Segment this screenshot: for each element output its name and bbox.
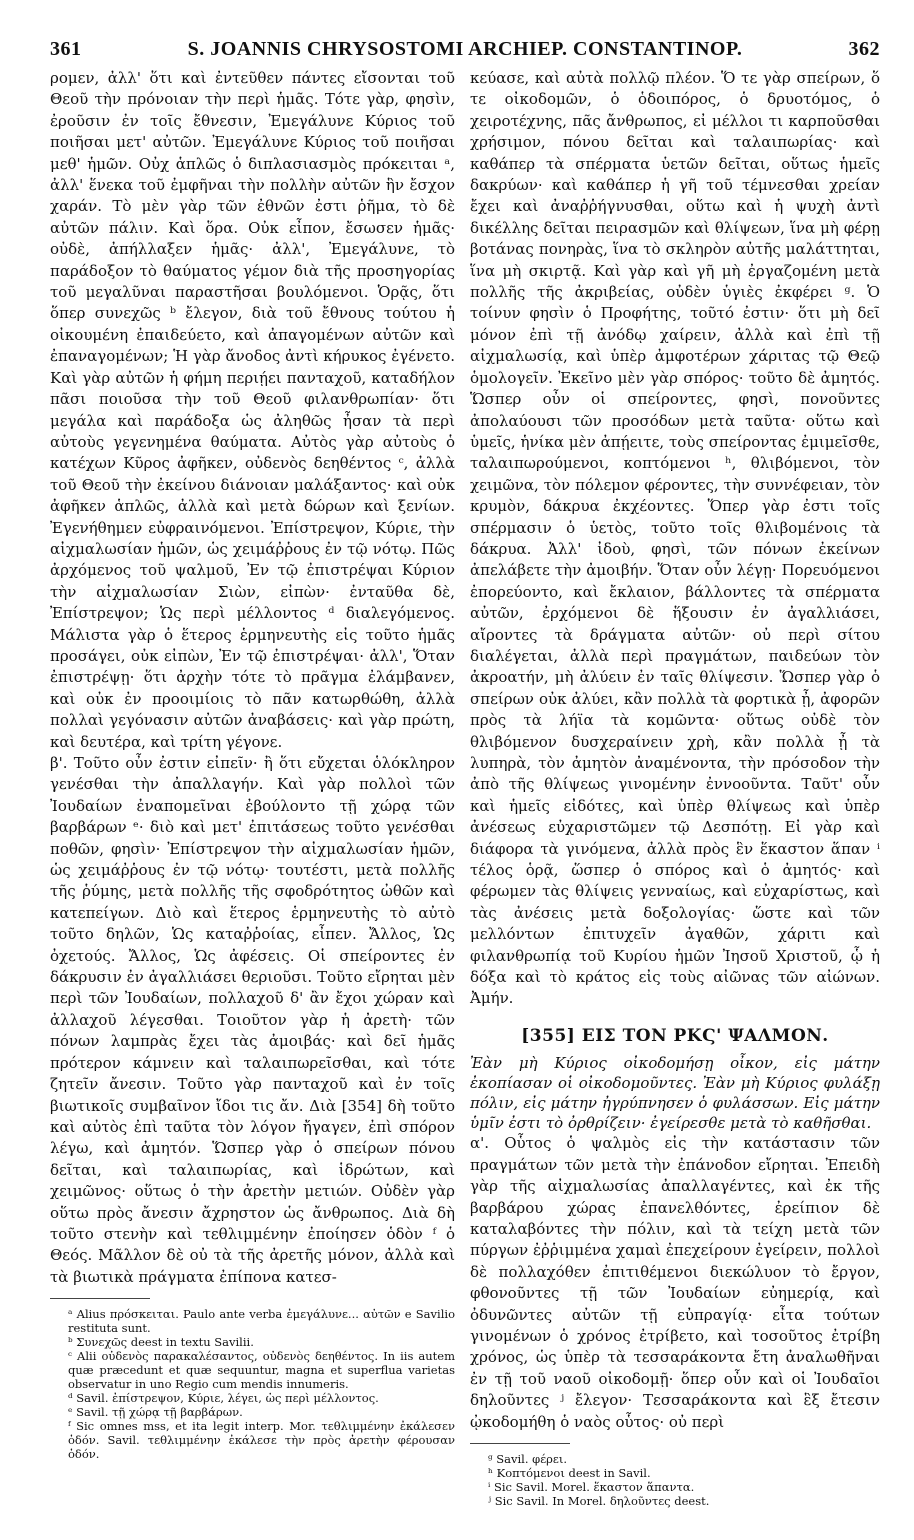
right-column [470,68,880,1508]
footnote-g: ᵍ Savil. φέρει. [488,1451,568,1466]
left-column [50,68,455,1461]
footnote-f: ᶠ Sic omnes mss, et ita legit interp. Mor. τεθλιμμένην ἐκάλεσεν ὁδόν. Savil. τεθλιμμένην ἐκάλεσε τὴν πρὸς ἀρετὴν φέρουσαν ὁδόν. [68,1419,455,1462]
page-number-right: 362 [848,38,880,60]
footnote-d: ᵈ Savil. ἐπίστρεψον, Κύριε, λέγει, ὡς περὶ μέλλοντος. [68,1391,379,1406]
running-header [50,38,880,62]
footnote-i: ⁱ Sic Savil. Morel. ἕκαστον ἅπαντα. [488,1479,695,1494]
psalm-verse: Ἐὰν μὴ Κύριος οἰκοδομήσῃ οἶκον, εἰς μάτην ἐκοπίασαν οἱ οἰκοδομοῦντες. Ἐὰν μὴ Κύριος φυλάξῃ πόλιν, εἰς μάτην ἠγρύπνησεν ὁ φυλάσσων. Εἰς μάτην ὑμῖν ἐστι τὸ ὀρθρίζειν· ἐγείρεσθε μετὰ τὸ καθῆσθαι. [470,1054,880,1133]
footnote-h: ʰ Κοπτόμενοι deest in Savil. [488,1465,651,1480]
footnote-rule [50,1298,150,1299]
footnote-j: ʲ Sic Savil. In Morel. δηλοῦντες deest. [488,1493,710,1508]
footnote-a: ᵃ Alius πρόσκειται. Paulo ante verba ἐμεγάλυνε... αὐτῶν e Savilio restituta sunt. [68,1307,455,1336]
footnote-b: ᵇ Συνεχῶς deest in textu Savilii. [68,1335,254,1350]
footnote-c: ᶜ Alii οὐδενὸς παρακαλέσαντος, οὐδενὸς δεηθέντος. In iis autem quæ præcedunt et quæ sequuntur, magna et superflua varietas observatur in uno Regio cum mendis innumeris. [68,1349,455,1392]
footnote-rule [470,1443,570,1444]
running-title: S. JOANNIS CHRYSOSTOMI ARCHIEP. CONSTANTINOP. [187,38,743,60]
page-number-left: 361 [50,38,82,60]
psalm-heading: [355] ΕΙΣ ΤΟΝ ΡΚϚ' ΨΑΛΜΟΝ. [521,1025,829,1046]
left-paragraph-2: β'. Τοῦτο οὖν ἐστιν εἰπεῖν· ἢ ὅτι εὔχεται ὁλόκληρον γενέσθαι τὴν ἀπαλλαγήν. Καὶ γὰρ πολλοὶ τῶν Ἰουδαίων ἐναπομεῖναι ἐβούλοντο τῇ χώρᾳ τῶν βαρβάρων ᵉ· διὸ καὶ μετ' ἐπιτάσεως τοῦτο γενέσθαι ποθῶν, φησὶν· Ἐπίστρεψον τὴν αἰχμαλωσίαν ἡμῶν, ὡς χειμάῤῥους ἐν τῷ νότῳ· τουτέστι, μετὰ πολλῆς τῆς ῥύμης, μετὰ πολλῆς τῆς σφοδρότητος ὠθῶν καὶ κατεπείγων. Διὸ καὶ ἕτερος ἑρμηνευτὴς τὸ αὐτὸ τοῦτο δηλῶν, Ὡς καταῤῥοίας, εἶπεν. Ἄλλος, Ὡς ὀχετούς. Ἄλλος, Ὡς ἀφέσεις. Οἱ σπείροντες ἐν δάκρυσιν ἐν ἀγαλλιάσει θεριοῦσι. Τοῦτο εἴρηται μὲν περὶ τῶν Ἰουδαίων, πολλαχοῦ δ' ἂν ἔχοι χώραν καὶ ἀλλαχοῦ λέγεσθαι. Τοιοῦτον γὰρ ἡ ἀρετὴ· τῶν πόνων λαμπρὰς ἔχει τὰς ἀμοιβάς· καὶ δεῖ ἡμᾶς πρότερον κάμνειν καὶ ταλαιπωρεῖσθαι, καὶ τότε ζητεῖν ἄνεσιν. Τοῦτο γὰρ πανταχοῦ καὶ ἐν τοῖς βιωτικοῖς συμβαῖνον ἴδοι τις ἄν. Διὰ [354] δὴ τοῦτο καὶ αὐτὸς ἐπὶ ταῦτα τὸν λόγον ἤγαγεν, ἐπὶ σπόρον λέγω, καὶ ἀμητόν. Ὥσπερ γὰρ ὁ σπείρων πόνου δεῖται, καὶ ταλαιπωρίας, καὶ ἱδρώτων, καὶ χειμῶνος· οὕτως ὁ τὴν ἀρετὴν μετιών. Οὐδὲν γὰρ οὕτω πρὸς ἄνεσιν ἄχρηστον ὡς ἄνθρωπος. Διὰ δὴ τοῦτο στενὴν καὶ τεθλιμμένην ἐποίησεν ὁδὸν ᶠ ὁ Θεός. Μᾶλλον δὲ οὐ τὰ τῆς ἀρετῆς μόνον, ἀλλὰ καὶ τὰ βιωτικὰ πράγματα ἐπίπονα κατεσ- [50,754,455,1286]
left-paragraph-1: ρομεν, ἀλλ' ὅτι καὶ ἐντεῦθεν πάντες εἴσονται τοῦ Θεοῦ τὴν πρόνοιαν τὴν περὶ ἡμᾶς. Τότε γὰρ, φησὶν, ἐροῦσιν ἐν τοῖς ἔθνεσιν, Ἐμεγάλυνε Κύριος τοῦ ποιῆσαι μετ' αὐτῶν. Ἐμεγάλυνε Κύριος τοῦ ποιῆσαι μεθ' ἡμῶν. Οὐχ ἁπλῶς ὁ διπλασιασμὸς πρόκειται ᵃ, ἀλλ' ἕνεκα τοῦ ἐμφῆναι τὴν πολλὴν αὐτῶν ἣν ἔσχον χαράν. Τὸ μὲν γὰρ τῶν ἐθνῶν ἐστι ῥῆμα, τὸ δὲ αὐτῶν πάλιν. Καὶ ὅρα. Οὐκ εἶπον, ἔσωσεν ἡμᾶς· οὐδὲ, ἀπήλλαξεν ἡμᾶς· ἀλλ', Ἐμεγάλυνε, τὸ παράδοξον τὸ θαύματος γέμον διὰ τῆς προσηγορίας τοῦ μεγαλῦναι παραστῆσαι βουλόμενοι. Ὁρᾷς, ὅτι ὅπερ συνεχῶς ᵇ ἔλεγον, διὰ τοῦ ἔθνους τούτου ἡ οἰκουμένη ἐπαιδεύετο, καὶ ἀπαγομένων αὐτῶν καὶ ἐπαναγομένων; Ἡ γὰρ ἄνοδος ἀντὶ κήρυκος ἐγένετο. Καὶ γὰρ αὐτῶν ἡ φήμη περιῄει πανταχοῦ, καταδήλον πᾶσι ποιοῦσα τὴν τοῦ Θεοῦ φιλανθρωπίαν· ὅτι μεγάλα καὶ παράδοξα ὡς ἀληθῶς ἦσαν τὰ περὶ αὐτοὺς γεγενημένα θαύματα. Αὐτὸς γὰρ αὐτοὺς ὁ κατέχων Κῦρος ἀφῆκεν, οὐδενὸς δεηθέντος ᶜ, ἀλλὰ τοῦ Θεοῦ τὴν ἐκείνου διάνοιαν μαλάξαντος· καὶ οὐκ ἀφῆκεν ἁπλῶς, ἀλλὰ καὶ μετὰ δώρων καὶ ξενίων. Ἐγενήθημεν εὐφραινόμενοι. Ἐπίστρεψον, Κύριε, τὴν αἰχμαλωσίαν ἡμῶν, ὡς χειμάῤῥους ἐν τῷ νότῳ. Πῶς ἀρχόμενος τοῦ ψαλμοῦ, Ἐν τῷ ἐπιστρέψαι Κύριον τὴν αἰχμαλωσίαν Σιὼν, εἰπὼν· ἐνταῦθα δὲ, Ἐπίστρεψον; Ὡς περὶ μέλλοντος ᵈ διαλεγόμενος. Μάλιστα γὰρ ὁ ἕτερος ἑρμηνευτὴς εἰς τοῦτο ἡμᾶς προσάγει, οὐκ εἰπὼν, Ἐν τῷ ἐπιστρέψαι· ἀλλ', Ὅταν ἐπιστρέψῃ· ὅτι ἀρχὴν τότε τὸ πρᾶγμα ἐλάμβανεν, καὶ οὐκ ἐν προοιμίοις τὸ πᾶν κατωρθώθη, ἀλλὰ πολλαὶ γεγόνασιν αὐτῶν ἀναβάσεις· καὶ γὰρ πρώτη, καὶ δευτέρα, καὶ τρίτη γέγονε. [50,69,455,751]
right-paragraph-2: α'. Οὗτος ὁ ψαλμὸς εἰς τὴν κατάστασιν τῶν πραγμάτων τῶν μετὰ τὴν ἐπάνοδον εἴρηται. Ἐπειδὴ γὰρ τῆς αἰχμαλωσίας ἀπαλλαγέντες, καὶ ἐκ τῆς βαρβάρου χώρας ἐπανελθόντες, ἐρείπιον δὲ καταλαβόντες τὴν πόλιν, καὶ τὰ τείχη μετὰ τῶν πύργων ἐῤῥιμμένα χαμαὶ ἐπεχείρουν ἐγείρειν, πολλοὶ δὲ πολλαχόθεν ἐπιτιθέμενοι διεκώλυον τὸ ἔργον, φθονοῦντες τῇ τῶν Ἰουδαίων εὐημερίᾳ, καὶ ὀδυνῶντες αὐτῶν τῇ εὐπραγίᾳ· εἶτα τούτων γινομένων ὁ χρόνος ἐτρίβετο, καὶ τοσοῦτος ἐτρίβη χρόνος, ὡς ὑπὲρ τὰ τεσσαράκοντα ἔτη ἀναλωθῆναι ἐν τῇ τοῦ ναοῦ οἰκοδομῇ· ὅπερ οὖν καὶ οἱ Ἰουδαῖοι δηλοῦντες ʲ ἔλεγον· Τεσσαράκοντα καὶ ἓξ ἔτεσιν ᾠκοδομήθη ὁ ναὸς οὗτος· οὐ περὶ [470,1134,880,1431]
footnote-e: ᵉ Savil. τῇ χώρᾳ τῇ βαρβάρων. [68,1405,243,1420]
right-paragraph-1: κεύασε, καὶ αὐτὰ πολλῷ πλέον. Ὅ τε γὰρ σπείρων, ὅ τε οἰκοδομῶν, ὁ ὁδοιπόρος, ὁ δρυοτόμος, ὁ χειροτέχνης, πᾶς ἄνθρωπος, εἰ μέλλοι τι καρποῦσθαι χρήσιμον, πόνου δεῖται καὶ ταλαιπωρίας· καὶ καθάπερ τὰ σπέρματα ὑετῶν δεῖται, οὕτως ἡμεῖς δακρύων· καὶ καθάπερ ἡ γῆ τοῦ τέμνεσθαι χρείαν ἔχει καὶ ἀναῤῥήγνυσθαι, οὕτω καὶ ἡ ψυχὴ ἀντὶ δικέλλης δεῖται πειρασμῶν καὶ θλίψεων, ἵνα μὴ φέρῃ βοτάνας πονηρὰς, ἵνα τὸ σκληρὸν αὐτῆς μαλάττηται, ἵνα μὴ σκιρτᾷ. Καὶ γὰρ καὶ γῆ μὴ ἐργαζομένη μετὰ πολλῆς τῆς ἀκριβείας, οὐδὲν ὑγιὲς ἐκφέρει ᵍ. Ὁ τοίνυν φησὶν ὁ Προφήτης, τοῦτό ἐστιν· ὅτι μὴ δεῖ μόνον ἐπὶ τῇ ἀνόδῳ χαίρειν, ἀλλὰ καὶ ἐπὶ τῇ αἰχμαλωσίᾳ, καὶ ὑπὲρ ἀμφοτέρων χάριτας τῷ Θεῷ ὁμολογεῖν. Ἐκεῖνο μὲν γὰρ σπόρος· τοῦτο δὲ ἀμητός. Ὥσπερ οὖν οἱ σπείροντες, φησὶ, πονοῦντες ἀπολαύουσι τῶν προσόδων μετὰ ταῦτα· οὕτω καὶ ὑμεῖς, ἡνίκα μὲν ἀπῄειτε, τοὺς σπείροντας ἐμιμεῖσθε, ταλαιπωρούμενοι, κοπτόμενοι ʰ, θλιβόμενοι, τὸν χειμῶνα, τὸν πόλεμον φέροντες, τὴν συννέφειαν, τὸν κρυμὸν, δάκρυα ἐκχέοντες. Ὅπερ γὰρ ἐστι τοῖς σπέρμασιν ὁ ὑετὸς, τοῦτο τοῖς θλιβομένοις τὰ δάκρυα. Ἀλλ' ἰδοὺ, φησὶ, τῶν πόνων ἐκείνων ἀπελάβετε τὴν ἀμοιβήν. Ὅταν οὖν λέγῃ· Πορευόμενοι ἐπορεύοντο, καὶ ἔκλαιον, βάλλοντες τὰ σπέρματα αὐτῶν, ἐρχόμενοι δὲ ἥξουσιν ἐν ἀγαλλιάσει, αἴροντες τὰ δράγματα αὐτῶν· οὐ περὶ σίτου διαλέγεται, ἀλλὰ περὶ πραγμάτων, παιδεύων τὸν ἀκροατήν, μὴ ἀλύειν ἐν ταῖς θλίψεσιν. Ὥσπερ γὰρ ὁ σπείρων οὐκ ἀλύει, κἂν πολλὰ τὰ φορτικὰ ᾖ, ἀφορῶν πρὸς τὰ λήϊα τὰ κομῶντα· οὕτως οὐδὲ τὸν θλιβόμενον δυσχεραίνειν χρὴ, κἂν πολλὰ ᾖ τὰ λυπηρὰ, τὸν ἀμητὸν ἀναμένοντα, τὴν πρόσοδον τὴν ἀπὸ τῆς θλίψεως γινομένην ἐννοοῦντα. Ταῦτ' οὖν καὶ ἡμεῖς εἰδότες, καὶ ὑπὲρ θλίψεως καὶ ὑπὲρ ἀνέσεως εὐχαριστῶμεν τῷ Δεσπότῃ. Εἰ γὰρ καὶ διάφορα τὰ γινόμενα, ἀλλὰ πρὸς ἓν ἕκαστον ἅπαν ⁱ τέλος ὁρᾷ, ὥσπερ ὁ σπόρος καὶ ὁ ἀμητός· καὶ φέρωμεν τὰς θλίψεις γενναίως, καὶ εὐχαρίστως, καὶ τὰς ἀνέσεις μετὰ δοξολογίας· ὥστε καὶ τῶν μελλόντων ἐπιτυχεῖν ἀγαθῶν, χάριτι καὶ φιλανθρωπίᾳ τοῦ Κυρίου ἡμῶν Ἰησοῦ Χριστοῦ, ᾧ ἡ δόξα καὶ τὸ κράτος εἰς τοὺς αἰῶνας τῶν αἰώνων. Ἀμήν. [470,69,880,1008]
